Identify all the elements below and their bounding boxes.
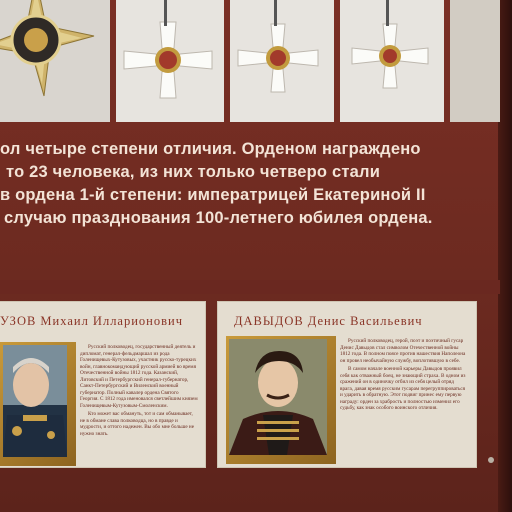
history-paragraph <box>0 138 470 230</box>
section-divider <box>0 280 500 294</box>
davydov-biography <box>340 338 468 414</box>
mounting-screw <box>488 457 494 463</box>
medal-card-cross-2 <box>230 0 334 122</box>
kutuzov-title: УЗОВ Михаил Илларионович <box>0 314 183 328</box>
biography-paragraph: Русский полководец, государственный деятель и дипломат, генерал-фельдмаршал из рода Голенищевых-Кутузовых, участник русско-турецких войн, главнокомандующий русской армией во время Отечественной войны 1812 года. Казанский, Литовский и Петербургский генерал-губернатор, Санкт-Петербургский и Виленский военный губернатор. Полный кавалер ордена Святого Георгия. С 1812 года именовался светлейшим князем Голенищевым-Кутузовым-Смоленским. <box>80 344 198 409</box>
cross-icon <box>116 0 224 122</box>
biography-paragraph: Кто может вас обмануть, тот и сам обманывает, не в обмане слава полководца, но в правде и мудрости, и оттого надежен. Вы обо мне больше не нужно знать. <box>80 411 195 437</box>
headline-line: в ордена 1-й степени: императрицей Екатериной II <box>0 186 426 204</box>
cross-icon <box>340 0 444 122</box>
kutuzov-panel <box>0 302 205 467</box>
kutuzov-biography <box>80 344 198 439</box>
davydov-portrait-frame <box>226 336 336 464</box>
biography-paragraph: В самом начале военной карьеры Давыдов проявил себя как отважный боец, не знающий страха. В одном из сражений он в одиночку отбил из себя целый отряд врага, давая время русским гусарам перегруппироваться и ударить в обратную. Этот подвиг принес ему первую награду: орден за храбрость и полностью изменил его судьбу, как знак особого воинского отличия. <box>340 366 466 411</box>
cross-icon <box>230 0 334 122</box>
medal-card-cross-3 <box>340 0 444 122</box>
medal-card-cross-1 <box>116 0 224 122</box>
order-insignia-strip <box>0 0 500 124</box>
headline-line: то 23 человека, из них только четверо стали <box>6 163 381 181</box>
medal-card-edge <box>450 0 500 122</box>
headline-line: ол четыре степени отличия. Орденом награждено <box>0 140 421 158</box>
headline-line: случаю празднования 100-летнего юбилея ордена. <box>4 209 433 227</box>
davydov-title: ДАВЫДОВ Денис Васильевич <box>234 314 423 328</box>
biography-paragraph: Русский полководец, герой, поэт и поэтичный гусар Денис Давыдов стал символом Отечественной войны 1812 года. В полном поясе против нашествия Наполеона он провел необычайную службу, воплотившую в себе. <box>340 338 466 364</box>
kutuzov-portrait-frame <box>0 342 76 466</box>
kutuzov-portrait <box>3 345 73 463</box>
davydov-panel <box>218 302 476 467</box>
frame-edge <box>498 0 512 512</box>
order-star-icon <box>0 0 110 122</box>
davydov-portrait <box>229 339 333 461</box>
medal-card-star <box>0 0 110 122</box>
